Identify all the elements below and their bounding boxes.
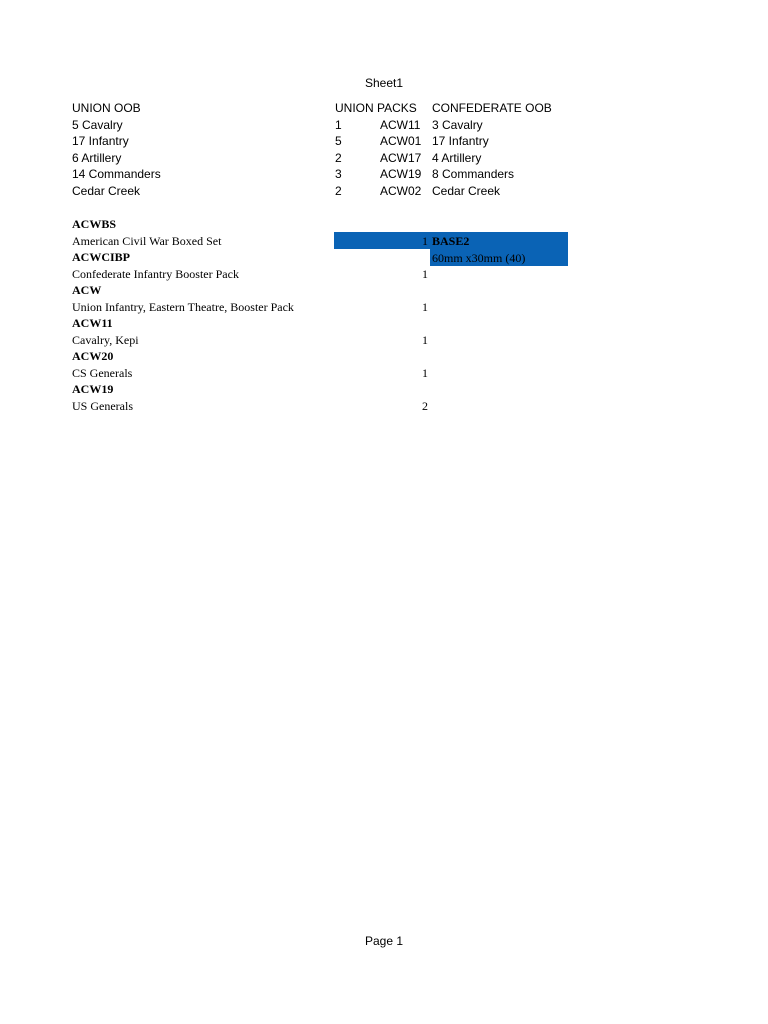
product-name: Cavalry, Kepi [72, 333, 139, 347]
pack-cell: ACW01 [380, 134, 422, 148]
qty-cell: 1 [335, 118, 342, 132]
product-name: CS Generals [72, 366, 133, 380]
sheet-title: Sheet1 [364, 76, 404, 90]
confederate-oob-cell: 4 Artillery [432, 151, 482, 165]
confederate-oob-cell: 17 Infantry [432, 134, 489, 148]
pack-cell: ACW11 [380, 118, 421, 132]
qty-cell: 2 [335, 184, 342, 198]
header-union-packs: UNION PACKS [335, 101, 417, 115]
confederate-oob-cell: 8 Commanders [432, 167, 515, 181]
union-oob-cell: 14 Commanders [72, 167, 161, 181]
confederate-oob-cell: 3 Cavalry [432, 118, 483, 132]
product-code: ACW20 [72, 349, 114, 363]
base-code: BASE2 [432, 234, 470, 248]
product-name: Union Infantry, Eastern Theatre, Booster Pack [72, 300, 294, 314]
header-confederate-oob: CONFEDERATE OOB [432, 101, 552, 115]
product-code: ACW11 [72, 316, 113, 330]
product-code: ACWCIBP [72, 250, 131, 264]
product-qty: 2 [422, 399, 428, 413]
qty-cell: 2 [335, 151, 342, 165]
union-oob-cell: 5 Cavalry [72, 118, 123, 132]
product-qty: 1 [422, 300, 428, 314]
qty-cell: 3 [335, 167, 342, 181]
product-qty: 1 [422, 366, 428, 380]
union-oob-cell: 6 Artillery [72, 151, 122, 165]
product-qty: 1 [422, 234, 428, 248]
product-name: American Civil War Boxed Set [72, 234, 222, 248]
union-oob-cell: 17 Infantry [72, 134, 129, 148]
product-qty: 1 [422, 267, 428, 281]
qty-cell: 5 [335, 134, 342, 148]
page-footer: Page 1 [364, 934, 404, 948]
product-name: US Generals [72, 399, 133, 413]
pack-cell: ACW19 [380, 167, 422, 181]
product-name: Confederate Infantry Booster Pack [72, 267, 239, 281]
header-union-oob: UNION OOB [72, 101, 141, 115]
confederate-oob-cell: Cedar Creek [432, 184, 501, 198]
product-qty: 1 [422, 333, 428, 347]
pack-cell: ACW02 [380, 184, 422, 198]
product-code: ACWBS [72, 217, 117, 231]
base-description: 60mm x30mm (40) [432, 251, 526, 265]
product-code: ACW19 [72, 382, 114, 396]
union-oob-cell: Cedar Creek [72, 184, 141, 198]
product-code: ACW [72, 283, 102, 297]
pack-cell: ACW17 [380, 151, 422, 165]
